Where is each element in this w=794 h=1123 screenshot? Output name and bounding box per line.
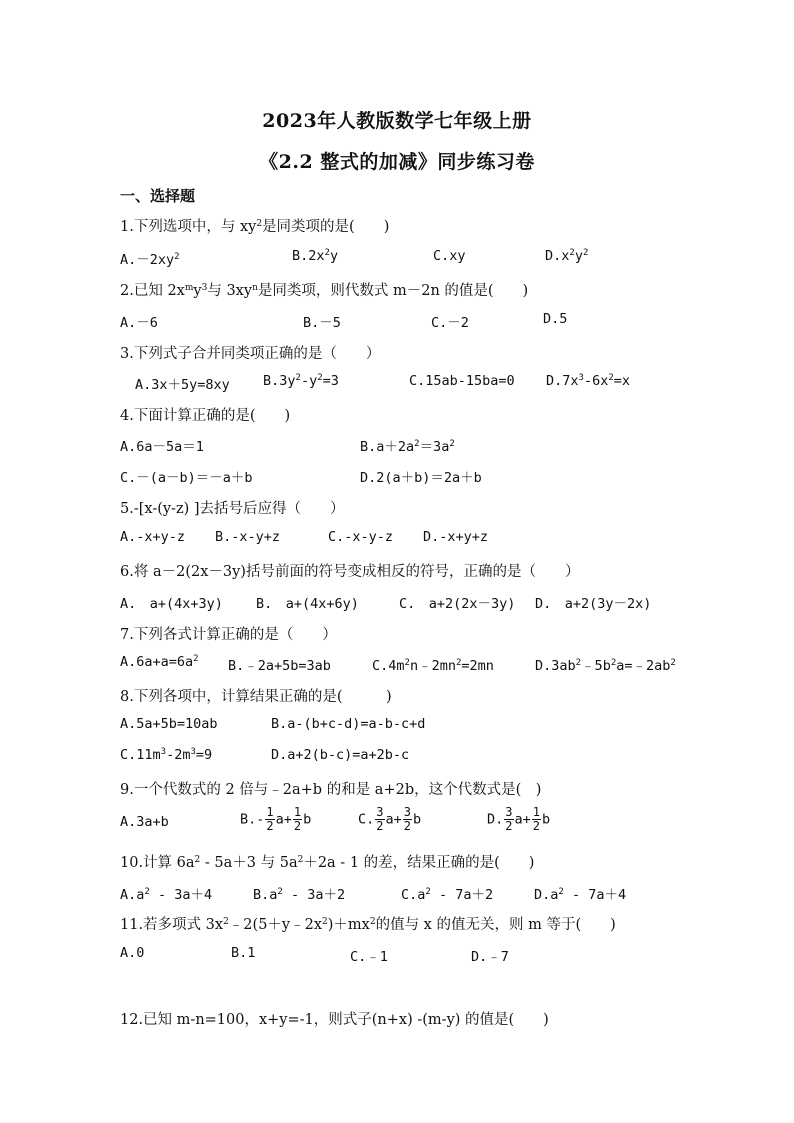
section-heading: 一、选择题 [120,187,196,205]
fraction: $\frac{1}{2}$ [532,805,540,833]
fraction: $\frac{1}{2}$ [266,805,274,833]
question-3: 3.下列式子合并同类项正确的是（ ） [120,346,381,362]
option-b[interactable]: B.a-(b+c-d)=a-b-c+d [271,716,426,732]
option-c[interactable]: C.－(a－b)＝－a＋b [120,470,253,486]
option-d[interactable]: D. $\frac{3}{2}$ a+ $\frac{1}{2}$ b [487,805,551,833]
option-c[interactable]: C.-x-y-z [328,529,394,545]
question-1: 1.下列选项中，与 $xy^2$是同类项的是( ) [120,219,390,235]
option-a[interactable]: A.－6 [120,315,158,331]
fraction: $\frac{3}{2}$ [403,805,411,833]
question-11: 11.若多项式 $3x^2﹣2(5+y﹣2x^2)+mx^2$的值与 x 的值无关，则 m 等于( ) [120,917,616,933]
option-b[interactable]: $B.2x^2y$ [292,248,339,264]
option-c[interactable]: $C.4m^2n﹣2mn^2=2mn$ [372,658,494,674]
question-12: 12.已知 m-n=100，x+y=-1，则式子(n+x) -(m-y) 的值是( ) [120,1012,549,1028]
option-b[interactable]: B. a+(4x+6y) [256,596,359,612]
option-d[interactable]: D.a+2(b-c)=a+2b-c [271,747,410,763]
option-c[interactable]: C.﹣1 [350,949,388,965]
option-b[interactable]: B.- $\frac{1}{2}$ a+ $\frac{1}{2}$ b [240,805,312,833]
option-b[interactable]: $B.a+2a^2=3a^2$ [360,439,455,455]
option-d[interactable]: $D.x^2y^2$ [545,248,589,264]
option-c[interactable]: $C.11m^3-2m^3=9$ [120,747,213,763]
option-a[interactable]: A.3x＋5y=8xy [135,377,230,393]
question-4: 4.下面计算正确的是( ) [120,408,291,424]
question-7: 7.下列各式计算正确的是（ ） [120,627,337,643]
option-d[interactable]: $D.3ab^2﹣5b^2a=﹣2ab^2$ [535,658,676,674]
option-c[interactable]: $C.a^2 - 7a+2$ [401,887,494,903]
option-a[interactable]: A.0 [120,945,145,961]
fraction: $\frac{1}{2}$ [293,805,302,833]
question-6: 6.将 a－2(2x－3y)括号前面的符号变成相反的符号，正确的是（ ） [120,564,580,580]
option-d[interactable]: $D.7x^3-6x^2=x$ [546,373,631,389]
page-title: 2023年人教版数学七年级上册 [262,110,532,132]
question-10: 10.计算 $6a^2 - 5a+3$ 与 $5a^2+2a - 1$ 的差，结果正确的是( ) [120,855,535,871]
option-c[interactable]: C.15ab-15ba=0 [409,373,515,389]
option-d[interactable]: D. a+2(3y－2x) [535,596,652,612]
option-d[interactable]: $D.a^2 - 7a+4$ [534,887,627,903]
question-5: 5.-[x-(y-z) ]去括号后应得（ ） [120,501,345,517]
page-subtitle: 《2.2 整式的加减》同步练习卷 [259,151,535,173]
fraction: $\frac{3}{2}$ [376,805,384,833]
option-c[interactable]: C.－2 [431,315,469,331]
option-a[interactable]: A.6a－5a＝1 [120,439,204,455]
option-b[interactable]: B.-x-y+z [215,529,281,545]
option-b[interactable]: B.1 [231,945,256,961]
option-b[interactable]: $B.a^2 - 3a+2$ [253,887,346,903]
option-b[interactable]: B.－5 [303,315,341,331]
option-d[interactable]: D.﹣7 [471,949,509,965]
option-a[interactable]: A.3a+b [120,814,169,830]
question-8: 8.下列各项中，计算结果正确的是( ) [120,689,392,705]
option-c[interactable]: C. $\frac{3}{2}$ a+ $\frac{3}{2}$ b [358,805,422,833]
option-b[interactable]: $B.3y^2-y^2=3$ [263,373,339,389]
option-a[interactable]: A.5a+5b=10ab [120,716,218,732]
option-d[interactable]: D.5 [543,311,568,327]
option-d[interactable]: D.2(a＋b)＝2a＋b [360,470,482,486]
option-b[interactable]: B.﹣2a+5b=3ab [228,658,331,674]
option-d[interactable]: D.-x+y+z [423,529,489,545]
question-9: 9.一个代数式的 2 倍与﹣2a+b 的和是 a+2b，这个代数式是( ) [120,782,542,798]
option-a[interactable]: A.-x+y-z [120,529,186,545]
option-a[interactable]: $A.a^2 - 3a+4$ [120,887,213,903]
option-a[interactable]: $A.-2xy^2$ [120,252,180,268]
question-2: 2.已知 $2x^my^3$与 $3xy^n$是同类项，则代数式 m－2n 的值是( ) [120,283,529,299]
fraction: $\frac{3}{2}$ [505,805,513,833]
option-c[interactable]: C. a+2(2x－3y) [399,596,516,612]
option-a[interactable]: $A.6a+a=6a^2$ [120,654,199,670]
option-a[interactable]: A. a+(4x+3y) [120,596,223,612]
option-c[interactable]: C.xy [433,248,466,264]
